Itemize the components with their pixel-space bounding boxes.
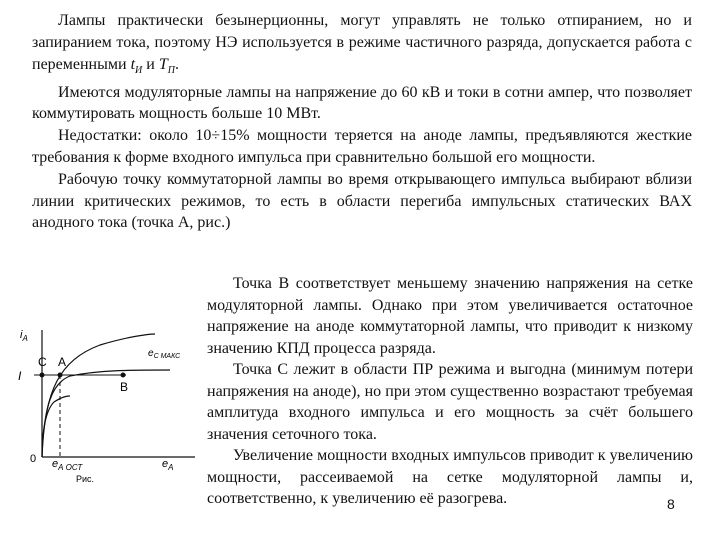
- page-number: 8: [667, 496, 675, 512]
- paragraph-1-text: Лампы практически безынерционны, могут управлять не только отпиранием, но и запиранием тока, поэтому НЭ используется в режиме частичного разряда, допускается работа с переменными: [32, 12, 692, 73]
- point-c-label: С: [38, 355, 47, 369]
- point-a-label: А: [58, 355, 67, 369]
- figure-caption: Рис.: [76, 474, 95, 484]
- point-c-dot: [40, 373, 45, 378]
- and-text: и: [142, 55, 159, 73]
- t-p-symbol: $T_П$: [158, 55, 175, 76]
- paragraph-4: Рабочую точку коммутаторной лампы во время открывающего импульса выбирают вблизи линии критических режимов, то есть в области перегиба импульсных статических ВАХ анодного тока (точка А, рис.): [32, 170, 692, 232]
- point-b-dot: [121, 373, 126, 378]
- x-tick-label: $e_{А ОСТ}$: [52, 458, 83, 472]
- y-axis-label: $i_А$: [20, 329, 28, 343]
- curve-middle: [42, 370, 170, 457]
- point-a-dot: [58, 373, 63, 378]
- t-i-symbol: $t_И$: [130, 55, 143, 76]
- paragraph-2: Имеются модуляторные лампы на напряжение до 60 кВ и токи в сотни ампер, что позволяет коммутировать мощность больше 10 МВт.: [32, 83, 692, 123]
- curve-lower: [42, 396, 70, 457]
- paragraph-power: Увеличение мощности входных импульсов приводит к увеличению мощности, рассеиваемой на сетке модуляторной лампы и, соответственно, к увеличению её разогрева.: [207, 447, 693, 507]
- paragraph-1: Лампы практически безынерционны, могут управлять не только отпиранием, но и запиранием тока, поэтому НЭ используется в режиме частичного разряда, допускается работа с переменными $t_И$ и $T_П$.: [32, 12, 692, 76]
- figure-svg: [10, 320, 210, 495]
- x-axis-label: $e_А$: [162, 458, 174, 472]
- point-b-label: В: [120, 380, 129, 394]
- top-text-block: [32, 10, 692, 234]
- iv-characteristic-figure: [10, 320, 210, 495]
- right-text-block: [207, 273, 693, 510]
- current-label: I: [18, 369, 22, 383]
- curve-upper: [42, 334, 155, 457]
- paragraph-point-b: Точка В соответствует меньшему значению напряжения на сетке модуляторной лампы. Однако при этом увеличивается остаточное напряжение на аноде коммутаторной лампы, что приводит к низкому значению КПД процесса разряда.: [207, 275, 693, 357]
- paragraph-3: Недостатки: около 10÷15% мощности теряется на аноде лампы, предъявляются жесткие требования к форме входного импульса при сравнительно большой его мощности.: [32, 127, 692, 166]
- origin-label: 0: [30, 453, 37, 465]
- curve-label: $e_{С МАКС}$: [148, 348, 181, 360]
- paragraph-point-c: Точка С лежит в области ПР режима и выгодна (минимум потери напряжения на аноде), но при этом существенно возрастают требуемая амплитуда входного импульса и его мощность за счёт большего значения сеточного тока.: [207, 361, 693, 443]
